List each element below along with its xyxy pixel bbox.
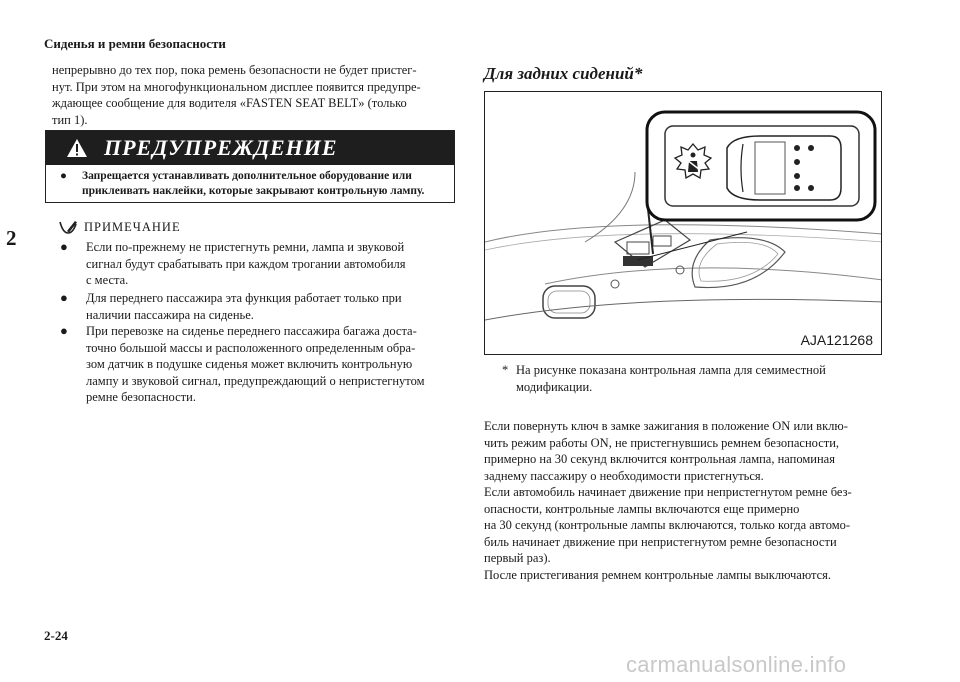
body-line: заднему пассажиру о необходимости пристегнуться. [484,468,764,483]
note-line: ремне безопасности. [86,390,196,404]
note-line: Если по-прежнему не пристегнуть ремни, лампа и звуковой [86,240,405,254]
body-line: чить режим работы ON, не пристегнувшись ремнем безопасности, [484,435,840,450]
warning-title: ПРЕДУПРЕЖДЕНИЕ [104,135,338,160]
note-line: с места. [86,273,129,287]
rear-seats-title: Для задних сидений* [484,64,643,83]
body-line: опасности, контрольные лампы включаются еще примерно [484,501,800,516]
intro-line: ждающее сообщение для водителя «FASTEN SEAT BELT» (только [52,96,407,110]
footnote-star: * [502,363,509,377]
intro-line: непрерывно до тех пор, пока ремень безопасности не будет пристег- [52,63,417,77]
body-line: биль начинает движение при непристегнутом ремне безопасности [484,534,837,549]
note-item [60,239,460,289]
warning-line: Запрещается устанавливать дополнительное оборудование или [82,170,412,182]
note-line: сигнал будут срабатывать при каждом трогании автомобиля [86,256,406,271]
note-item [60,290,460,323]
watermark: carmanualsonline.info [626,652,847,677]
chapter-tab: 2 [6,226,17,250]
note-line: лампу и звуковой сигнал, предупреждающий о непристегнутом [86,373,425,388]
intro-line: нут. При этом на многофункциональном дисплее появится предупре- [52,79,421,94]
bullet: ● [60,323,68,338]
rear-seats-paragraph [484,418,884,583]
note-line: При перевозке на сиденье переднего пассажира багажа доста- [86,324,417,338]
note-pencil-icon [58,219,78,235]
note-title: ПРИМЕЧАНИЕ [84,220,181,234]
intro-line: тип 1). [52,112,88,127]
body-line: Если автомобиль начинает движение при непристегнутом ремне без- [484,485,852,499]
note-line: наличии пассажира на сиденье. [86,307,254,322]
body-line: на 30 секунд (контрольные лампы включаются, только когда автомо- [484,518,851,532]
note-item [60,323,460,406]
figure-code: AJA121268 [800,332,873,348]
intro-paragraph [52,62,457,128]
reminder-lamp-figure [484,91,882,355]
ceiling-illustration [485,92,882,355]
caption-line: модификации. [516,379,593,394]
warning-text [60,169,450,199]
body-line: Если повернуть ключ в замке зажигания в положение ON или вклю- [484,419,848,433]
section-header: Сиденья и ремни безопасности [44,36,226,51]
note-line: зом датчик в подушке сиденья может включить контрольную [86,357,413,371]
note-line: Для переднего пассажира эта функция работает только при [86,291,402,305]
body-line: первый раз). [484,551,551,565]
bullet: ● [60,170,67,182]
warning-box [45,130,455,203]
body-line: После пристегивания ремнем контрольные лампы выключаются. [484,567,832,582]
note-line: точно большой массы и расположенного определенным обра- [86,340,416,355]
warning-line: приклеивать наклейки, которые закрывают контрольную лампу. [82,185,425,197]
page-number: 2-24 [44,628,68,643]
bullet: ● [60,239,68,254]
warning-header [46,131,454,165]
body-line: примерно на 30 секунд включится контрольная лампа, напоминая [484,452,835,466]
figure-caption [502,362,882,395]
caption-line: На рисунке показана контрольная лампа для семиместной [516,363,826,377]
warning-triangle-icon [66,138,88,158]
bullet: ● [60,290,68,305]
